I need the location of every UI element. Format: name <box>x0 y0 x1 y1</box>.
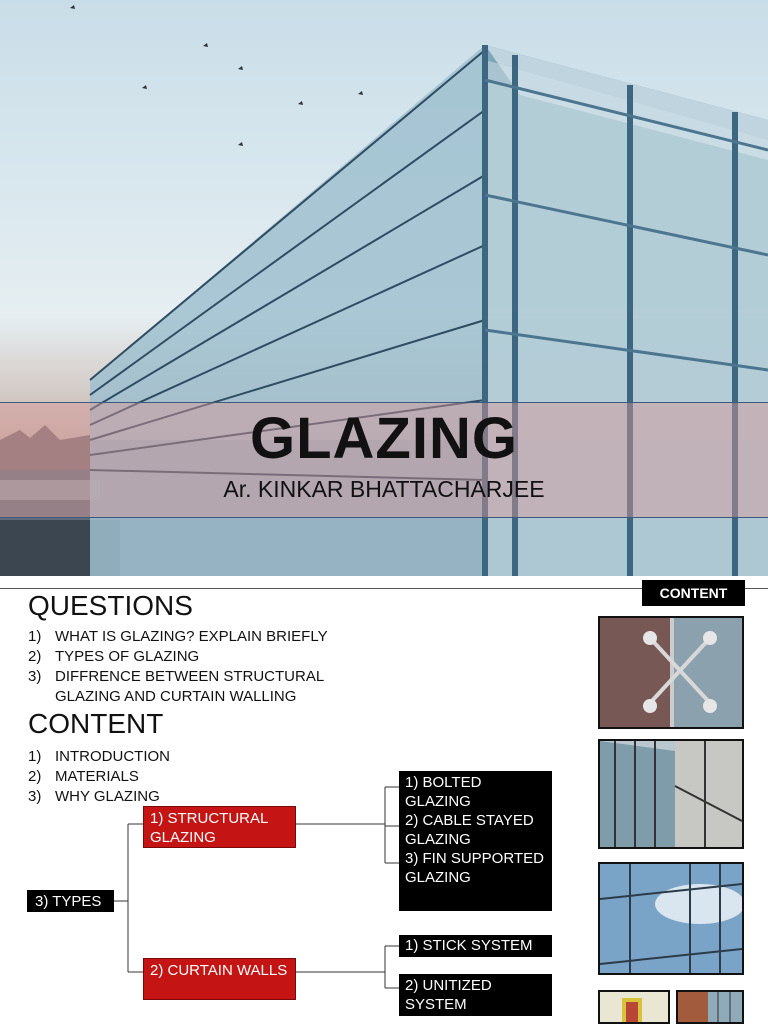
list-number: 3) <box>28 668 42 685</box>
curtain-walls-box: 2) CURTAIN WALLS <box>143 958 296 1000</box>
list-text: WHAT IS GLAZING? EXPLAIN BRIEFLY <box>55 628 328 645</box>
structural-subtypes-box <box>399 771 552 911</box>
stick-system-box: 1) STICK SYSTEM <box>399 935 552 957</box>
content-slide <box>0 576 768 1024</box>
list-number: 2) <box>28 768 42 785</box>
author-name: Ar. KINKAR BHATTACHARJEE <box>223 476 545 502</box>
list-number: 2) <box>28 648 42 665</box>
list-text: INTRODUCTION <box>55 748 170 765</box>
structural-glazing-box: 1) STRUCTURAL GLAZING <box>143 806 296 848</box>
questions-heading: QUESTIONS <box>28 590 193 621</box>
slide-title: GLAZING <box>250 406 518 471</box>
list-number: 1) <box>28 628 42 645</box>
content-heading: CONTENT <box>28 708 164 739</box>
types-box: 3) TYPES <box>27 890 114 912</box>
subtype-cable-stayed: 2) CABLE STAYED GLAZING <box>405 812 534 848</box>
spider-fitting-photo <box>598 616 744 729</box>
subtype-fin-supported: 3) FIN SUPPORTED GLAZING <box>405 850 544 886</box>
curtain-wall-photo-2 <box>676 990 744 1024</box>
list-number: 1) <box>28 748 42 765</box>
list-text: TYPES OF GLAZING <box>55 648 200 665</box>
glass-fin-photo <box>598 862 744 975</box>
curtain-wall-photo-1 <box>598 990 670 1024</box>
subtype-bolted: 1) BOLTED GLAZING <box>405 774 482 810</box>
unitized-system-box: 2) UNITIZED SYSTEM <box>399 974 552 1016</box>
list-text: DIFFRENCE BETWEEN STRUCTURAL GLAZING AND CURTAIN WALLING <box>55 668 324 705</box>
list-text: MATERIALS <box>55 768 139 785</box>
list-number: 3) <box>28 788 42 805</box>
cable-facade-photo <box>598 739 744 849</box>
list-text: WHY GLAZING <box>55 788 160 805</box>
content-tag: CONTENT <box>642 580 745 606</box>
